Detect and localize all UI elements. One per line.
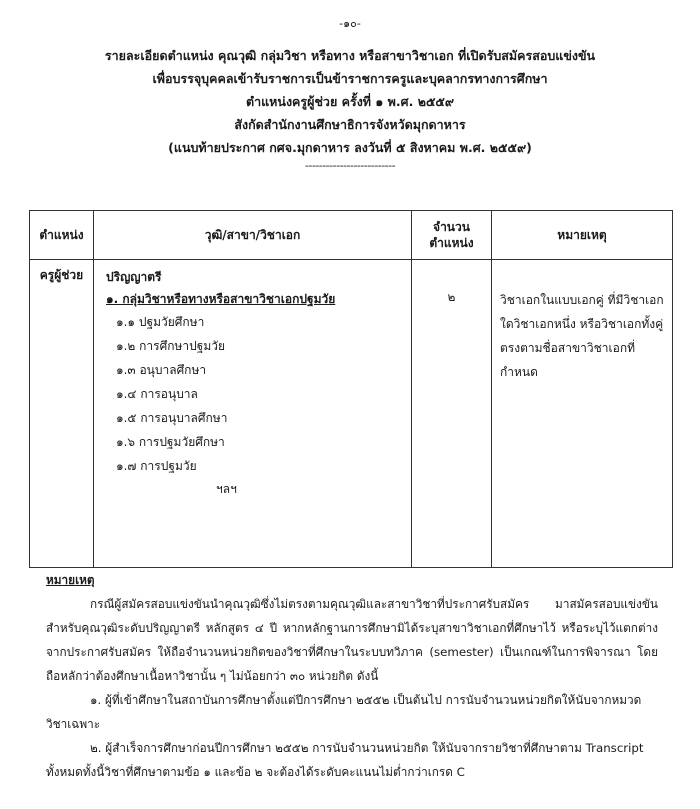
cell-degree (94, 260, 412, 568)
remarks-paragraph-1: กรณีผู้สมัครสอบแข่งขันนำคุณวุฒิซึ่งไม่ตรงตามคุณวุฒิและสาขาวิชาที่ประกาศรับสมัคร มาสมัครสอบแข่งขัน สำหรับคุณวุฒิระดับปริญญาตรี หลักสูตร ๔ ปี หากหลักฐานการศึกษามิได้ระบุสาขาวิชาเอกที่ศึกษาไว้ หรือระบุไว้แตกต่างจากประกาศรับสมัคร ให้ถือจำนวนหน่วยกิตของวิชาที่ศึกษาในระบบทวิภาค (semester) เป็นเกณฑ์ในการพิจารณา โดยถือหลักว่าต้องศึกษาเนื้อหาวิชานั้น ๆ ไม่น้อยกว่า ๓๐ หน่วยกิต ดังนี้ (46, 597, 658, 683)
header-note: หมายเหตุ (492, 211, 673, 260)
etc-marker: ฯลฯ (216, 482, 237, 496)
table-header-row (30, 211, 673, 260)
cell-note: วิชาเอกในแบบเอกคู่ ที่มีวิชาเอกใดวิชาเอกหนึ่ง หรือวิชาเอกทั้งคู่ตรงตามชื่อสาขาวิชาเอกที่กำหนด (492, 260, 673, 568)
list-item: ๑.๖ การปฐมวัยศึกษา (116, 435, 225, 449)
header-position: ตำแหน่ง (30, 211, 94, 260)
header-line-2: เพื่อบรรจุบุคคลเข้ารับราชการเป็นข้าราชการครูและบุคลากรทางการศึกษา (152, 71, 548, 86)
list-item: ๑.๓ อนุบาลศึกษา (116, 363, 207, 377)
list-item: ๑.๑ ปฐมวัยศึกษา (116, 315, 205, 329)
header-line-3: ตำแหน่งครูผู้ช่วย ครั้งที่ ๑ พ.ศ. ๒๕๕๙ (245, 94, 455, 109)
cell-position: ครูผู้ช่วย (30, 260, 94, 568)
list-item: ๑.๗ การปฐมวัย (116, 459, 197, 473)
document-header (0, 44, 700, 173)
group-title: ๑. กลุ่มวิชาหรือทางหรือสาขาวิชาเอกปฐมวัย (106, 292, 336, 306)
header-divider: -------------------------- (304, 159, 396, 172)
position-table (29, 210, 673, 568)
header-line-5: (แนบท้ายประกาศ กศจ.มุกดาหาร ลงวันที่ ๕ สิงหาคม พ.ศ. ๒๕๕๙) (168, 140, 532, 155)
remarks-title: หมายเหตุ (46, 573, 95, 587)
remarks-paragraph-3: ๒. ผู้สำเร็จการศึกษาก่อนปีการศึกษา ๒๕๕๒ การนับจำนวนหน่วยกิต ให้นับจากรายวิชาที่ศึกษาตาม Transcript ทั้งหมดทั้งนี้วิชาที่ศึกษาตามข้อ ๑ และข้อ ๒ จะต้องได้ระดับคะแนนไม่ต่ำกว่าเกรด C (46, 741, 644, 779)
page-number: -๑๐- (339, 17, 361, 30)
degree-title: ปริญญาตรี (106, 270, 162, 284)
remarks-section (46, 568, 658, 784)
header-line-4: สังกัดสำนักงานศึกษาธิการจังหวัดมุกดาหาร (234, 117, 466, 132)
header-degree: วุฒิ/สาขา/วิชาเอก (94, 211, 412, 260)
cell-count: ๒ (412, 260, 492, 568)
header-count: จำนวน ตำแหน่ง (412, 211, 492, 260)
list-item: ๑.๕ การอนุบาลศึกษา (116, 411, 228, 425)
list-item: ๑.๒ การศึกษาปฐมวัย (116, 339, 226, 353)
table-row (30, 260, 673, 568)
header-line-1: รายละเอียดตำแหน่ง คุณวุฒิ กลุ่มวิชา หรือทาง หรือสาขาวิชาเอก ที่เปิดรับสมัครสอบแข่งขัน (104, 48, 596, 63)
remarks-paragraph-2: ๑. ผู้ที่เข้าศึกษาในสถาบันการศึกษาตั้งแต่ปีการศึกษา ๒๕๕๒ เป็นต้นไป การนับจำนวนหน่วยกิตให้นับจากหมวดวิชาเฉพาะ (46, 693, 642, 731)
list-item: ๑.๔ การอนุบาล (116, 387, 198, 401)
